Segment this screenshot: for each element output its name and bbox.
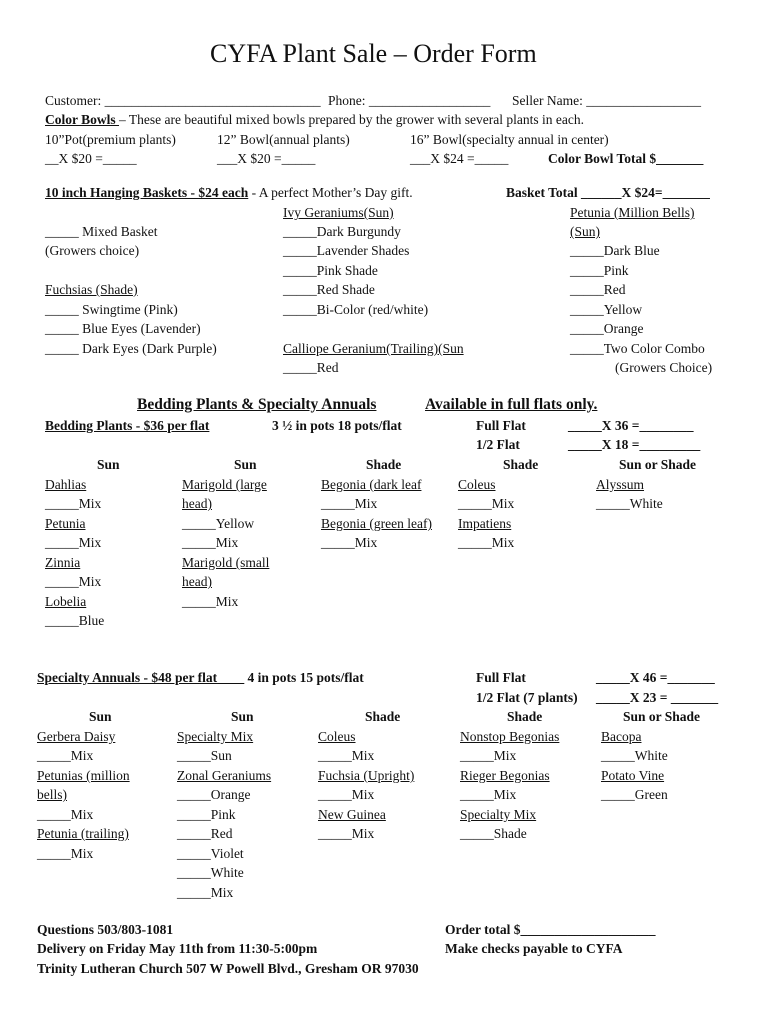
rieger-begonias-mix[interactable]: _____Mix: [460, 787, 517, 802]
petunia-growers-choice: (Growers Choice): [615, 360, 713, 375]
baskets-description: - A perfect Mother’s Day gift.: [248, 185, 413, 200]
mixed-basket-note: (Growers choice): [45, 243, 140, 258]
marigold-small-label: Marigold (small: [182, 555, 270, 570]
begonia-green-label: Begonia (green leaf): [321, 516, 432, 531]
zinnia-mix[interactable]: _____Mix: [45, 574, 102, 589]
ivy-pink-shade[interactable]: _____Pink Shade: [283, 263, 378, 278]
coleus-label: Coleus: [458, 477, 496, 492]
petunia-yellow[interactable]: _____Yellow: [570, 302, 643, 317]
order-total[interactable]: Order total $____________________: [445, 922, 656, 937]
customer-field[interactable]: Customer: ________________________________: [45, 93, 321, 108]
specialty-col-shade-1: Shade: [365, 709, 401, 724]
bacopa-white[interactable]: _____White: [601, 748, 668, 763]
alyssum-label: Alyssum: [596, 477, 645, 492]
new-guinea-mix[interactable]: _____Mix: [318, 826, 375, 841]
petunia-trailing-label: Petunia (trailing): [37, 826, 129, 841]
fuchsia-upright-mix[interactable]: _____Mix: [318, 787, 375, 802]
delivery-info: Delivery on Friday May 11th from 11:30-5:00pm: [37, 941, 318, 956]
specialty-full-flat-label: Full Flat: [476, 670, 526, 685]
specialty-col-sun-or-shade: Sun or Shade: [623, 709, 701, 724]
specialty-col-sun-2: Sun: [231, 709, 254, 724]
specialty-coleus-mix[interactable]: _____Mix: [318, 748, 375, 763]
potato-vine-green[interactable]: _____Green: [601, 787, 668, 802]
mixed-basket-label: _____ Mixed Basket: [45, 224, 158, 239]
specialty-mix-shade[interactable]: _____Shade: [460, 826, 527, 841]
zinnia-label: Zinnia: [45, 555, 81, 570]
coleus-mix[interactable]: _____Mix: [458, 496, 515, 511]
bowl-16-quantity[interactable]: ___X $24 =_____: [410, 151, 509, 166]
baskets-section: [45, 185, 413, 201]
calliope-red[interactable]: _____Red: [283, 360, 339, 375]
nonstop-begonias-mix[interactable]: _____Mix: [460, 748, 517, 763]
phone-field[interactable]: Phone: __________________: [328, 93, 491, 108]
zonal-red[interactable]: _____Red: [177, 826, 233, 841]
lobelia-blue[interactable]: _____Blue: [45, 613, 105, 628]
petunia-pink[interactable]: _____Pink: [570, 263, 629, 278]
marigold-small-mix[interactable]: _____Mix: [182, 594, 239, 609]
color-bowls-heading: Color Bowls: [45, 112, 120, 127]
petunia-dark-blue[interactable]: _____Dark Blue: [570, 243, 660, 258]
bedding-col-sun-2: Sun: [234, 457, 257, 472]
petunia-red[interactable]: _____Red: [570, 282, 626, 297]
fuchsias-heading: Fuchsias (Shade): [45, 282, 138, 297]
marigold-small-label-2: head): [182, 574, 212, 589]
bedding-half-flat-label: 1/2 Flat: [476, 437, 520, 452]
basket-total[interactable]: Basket Total ______X $24=_______: [506, 185, 710, 200]
bedding-specialty-heading: Bedding Plants & Specialty Annuals: [137, 396, 377, 413]
petunia-baskets-heading: Petunia (Million Bells): [570, 205, 695, 220]
bedding-heading: Bedding Plants - $36 per flat: [45, 418, 210, 433]
marigold-large-label: Marigold (large: [182, 477, 267, 492]
begonia-green-mix[interactable]: _____Mix: [321, 535, 378, 550]
color-bowls-section: [45, 112, 584, 128]
zonal-violet[interactable]: _____Violet: [177, 846, 244, 861]
zonal-mix[interactable]: _____Mix: [177, 885, 234, 900]
ivy-lavender-shades[interactable]: _____Lavender Shades: [283, 243, 410, 258]
zonal-white[interactable]: _____White: [177, 865, 244, 880]
specialty-mix-sun[interactable]: _____Sun: [177, 748, 232, 763]
seller-name-field[interactable]: Seller Name: _________________: [512, 93, 701, 108]
dahlias-label: Dahlias: [45, 477, 87, 492]
questions-phone: Questions 503/803-1081: [37, 922, 174, 937]
bowl-option-16: 16” Bowl(specialty annual in center): [410, 132, 609, 147]
begonia-dark-label: Begonia (dark leaf: [321, 477, 422, 492]
ivy-bicolor[interactable]: _____Bi-Color (red/white): [283, 302, 429, 317]
gerbera-label: Gerbera Daisy: [37, 729, 116, 744]
marigold-large-mix[interactable]: _____Mix: [182, 535, 239, 550]
bowl-10-quantity[interactable]: __X $20 =_____: [45, 151, 137, 166]
color-bowl-total[interactable]: Color Bowl Total $_______: [548, 151, 704, 166]
new-guinea-label: New Guinea: [318, 807, 386, 822]
specialty-mix-shade-label: Specialty Mix: [460, 807, 537, 822]
gerbera-mix[interactable]: _____Mix: [37, 748, 94, 763]
petunia-mix[interactable]: _____Mix: [45, 535, 102, 550]
zonal-geraniums-label: Zonal Geraniums: [177, 768, 272, 783]
begonia-dark-mix[interactable]: _____Mix: [321, 496, 378, 511]
bedding-col-shade-2: Shade: [503, 457, 539, 472]
marigold-large-yellow[interactable]: _____Yellow: [182, 516, 255, 531]
fuchsia-upright-label: Fuchsia (Upright): [318, 768, 415, 783]
specialty-heading-line: [37, 670, 364, 686]
bedding-half-flat-quantity[interactable]: _____X 18 =_________: [568, 437, 701, 452]
alyssum-white[interactable]: _____White: [596, 496, 663, 511]
fuchsia-blue-eyes[interactable]: _____ Blue Eyes (Lavender): [45, 321, 201, 336]
bacopa-label: Bacopa: [601, 729, 642, 744]
specialty-half-flat-label: 1/2 Flat (7 plants): [476, 690, 578, 705]
specialty-half-flat-quantity[interactable]: _____X 23 = _______: [596, 690, 719, 705]
ivy-dark-burgundy[interactable]: _____Dark Burgundy: [283, 224, 401, 239]
impatiens-label: Impatiens: [458, 516, 512, 531]
ivy-geraniums-heading: Ivy Geraniums(Sun): [283, 205, 394, 220]
color-bowls-description: – These are beautiful mixed bowls prepared by the grower with several plants in each.: [119, 112, 584, 127]
petunia-orange[interactable]: _____Orange: [570, 321, 644, 336]
checks-payable: Make checks payable to CYFA: [445, 941, 623, 956]
impatiens-mix[interactable]: _____Mix: [458, 535, 515, 550]
specialty-pots-info: 4 in pots 15 pots/flat: [244, 670, 364, 685]
baskets-heading: 10 inch Hanging Baskets - $24 each: [45, 185, 249, 200]
bedding-col-sun-1: Sun: [97, 457, 120, 472]
location-info: Trinity Lutheran Church 507 W Powell Blvd., Gresham OR 97030: [37, 961, 419, 976]
petunias-million-bells-label-2: bells): [37, 787, 67, 802]
bowl-option-10: 10”Pot(premium plants): [45, 132, 176, 147]
bedding-full-flat-label: Full Flat: [476, 418, 526, 433]
zonal-pink[interactable]: _____Pink: [177, 807, 236, 822]
dahlias-mix[interactable]: _____Mix: [45, 496, 102, 511]
petunia-trailing-mix[interactable]: _____Mix: [37, 846, 94, 861]
specialty-full-flat-quantity[interactable]: _____X 46 =_______: [596, 670, 715, 685]
full-flats-notice: Available in full flats only.: [425, 396, 598, 413]
rieger-begonias-label: Rieger Begonias: [460, 768, 550, 783]
marigold-large-label-2: head): [182, 496, 212, 511]
specialty-col-shade-2: Shade: [507, 709, 543, 724]
specialty-mix-sun-label: Specialty Mix: [177, 729, 254, 744]
fuchsia-swingtime[interactable]: _____ Swingtime (Pink): [45, 302, 178, 317]
petunias-million-bells-mix[interactable]: _____Mix: [37, 807, 94, 822]
fuchsia-dark-eyes[interactable]: _____ Dark Eyes (Dark Purple): [45, 341, 217, 356]
petunia-label: Petunia: [45, 516, 86, 531]
petunia-two-color[interactable]: _____Two Color Combo: [570, 341, 705, 356]
bowl-option-12: 12” Bowl(annual plants): [217, 132, 350, 147]
bedding-pots-info: 3 ½ in pots 18 pots/flat: [272, 418, 402, 433]
bowl-12-quantity[interactable]: ___X $20 =_____: [217, 151, 316, 166]
bedding-full-flat-quantity[interactable]: _____X 36 =________: [568, 418, 694, 433]
zonal-orange[interactable]: _____Orange: [177, 787, 251, 802]
petunias-million-bells-label: Petunias (million: [37, 768, 130, 783]
specialty-heading-blank: ____: [217, 670, 245, 685]
bedding-col-shade-1: Shade: [366, 457, 402, 472]
bedding-col-sun-or-shade: Sun or Shade: [619, 457, 697, 472]
petunia-baskets-sun: (Sun): [570, 224, 600, 239]
ivy-red-shade[interactable]: _____Red Shade: [283, 282, 375, 297]
page-title: CYFA Plant Sale – Order Form: [210, 39, 537, 68]
lobelia-label: Lobelia: [45, 594, 87, 609]
specialty-col-sun-1: Sun: [89, 709, 112, 724]
specialty-heading: Specialty Annuals - $48 per flat: [37, 670, 218, 685]
mixed-basket[interactable]: [45, 224, 158, 240]
specialty-coleus-label: Coleus: [318, 729, 356, 744]
potato-vine-label: Potato Vine: [601, 768, 665, 783]
nonstop-begonias-label: Nonstop Begonias: [460, 729, 560, 744]
calliope-heading: Calliope Geranium(Trailing)(Sun: [283, 341, 464, 356]
